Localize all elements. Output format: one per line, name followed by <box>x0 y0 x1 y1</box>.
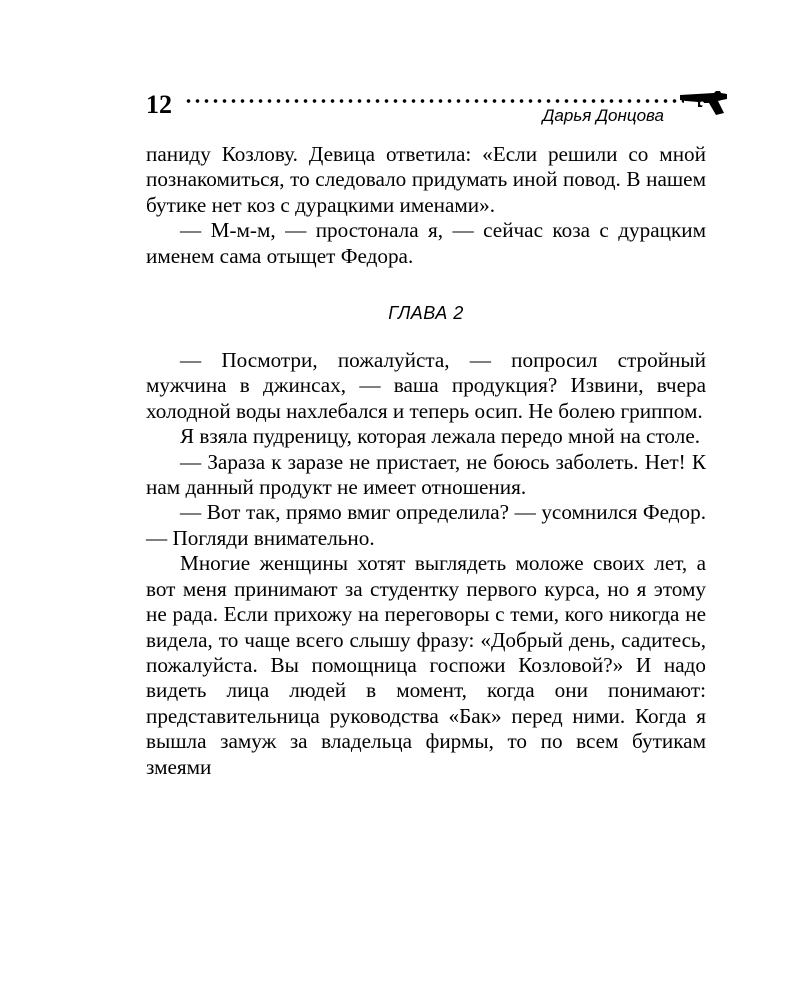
page-number: 12 <box>146 90 172 119</box>
dotted-rule <box>184 98 684 104</box>
paragraph: паниду Козлову. Девица ответила: «Если решили со мной познакомиться, то следовало придумать иной повод. В нашем бутике нет коз с дурацкими именами». <box>146 142 706 217</box>
running-header-author: Дарья Донцова <box>542 106 664 125</box>
pistol-icon <box>678 88 730 116</box>
page-header <box>146 88 726 132</box>
paragraph: — М-м-м, — простонала я, — сейчас коза с дурацким именем сама отыщет Федора. <box>146 218 706 268</box>
chapter-title: ГЛАВА 2 <box>388 303 464 324</box>
paragraph: — Зараза к заразе не пристает, не боюсь заболеть. Нет! К нам данный продукт не имеет отношения. <box>146 449 706 500</box>
paragraph: — Вот так, прямо вмиг определила? — усомнился Федор. — Погляди внимательно. <box>146 500 706 550</box>
paragraph: Я взяла пудреницу, которая лежала передо мной на столе. <box>180 424 701 449</box>
paragraph: — Посмотри, пожалуйста, — попросил стройный мужчина в джинсах, — ваша продукция? Извини, вчера холодной воды нахлебался и теперь осип. Не болею гриппом. <box>146 348 706 423</box>
paragraph: Многие женщины хотят выглядеть моложе своих лет, а вот меня принимают за студентку первого курса, но я этому не рада. Если прихожу на переговоры с теми, кого никогда не видела, то чаще всего слышу фразу: «Добрый день, садитесь, пожалуйста. Вы помощница госпожи Козловой?» И надо видеть лица людей в момент, когда они понимают: представительница руководства «Бак» перед ними. Когда я вышла замуж за владельца фирмы, то по всем бутикам змеями <box>146 551 706 779</box>
book-text <box>146 142 706 780</box>
